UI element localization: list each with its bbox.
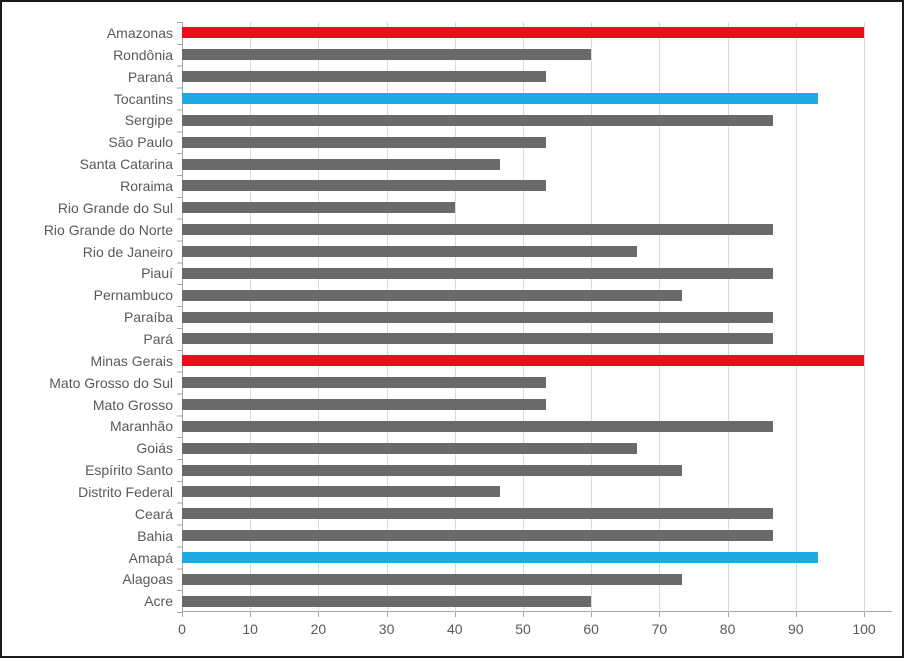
chart-row <box>2 525 892 547</box>
category-label: Bahia <box>137 527 173 544</box>
category-label: Rio de Janeiro <box>82 243 173 260</box>
bar-track <box>182 437 892 459</box>
bar-track <box>182 241 892 263</box>
bar-red <box>182 355 864 366</box>
bar-gray <box>182 268 773 279</box>
category-label: Rio Grande do Norte <box>43 221 173 238</box>
x-tick-label: 70 <box>651 621 668 637</box>
x-axis-tick <box>659 612 660 617</box>
bar-blue <box>182 93 818 104</box>
category-label: Mato Grosso <box>92 396 173 413</box>
chart-row <box>2 415 892 437</box>
bar-gray <box>182 333 773 344</box>
bar-track <box>182 590 892 612</box>
bar-track <box>182 153 892 175</box>
chart-row <box>2 44 892 66</box>
chart-rows <box>2 22 892 612</box>
category-label: Pernambuco <box>93 287 173 304</box>
x-tick-label: 60 <box>583 621 599 637</box>
bar-track <box>182 415 892 437</box>
x-tick-label: 40 <box>447 621 463 637</box>
category-label: São Paulo <box>108 134 173 151</box>
chart-row <box>2 328 892 350</box>
chart-row <box>2 372 892 394</box>
bar-gray <box>182 486 500 497</box>
chart-row <box>2 262 892 284</box>
bar-track <box>182 568 892 590</box>
chart-row <box>2 197 892 219</box>
category-label: Goiás <box>136 440 173 457</box>
chart-row <box>2 459 892 481</box>
bar-track <box>182 44 892 66</box>
chart-row <box>2 350 892 372</box>
bar-red <box>182 27 864 38</box>
bar-gray <box>182 312 773 323</box>
x-axis-tick <box>182 612 183 617</box>
bar-gray <box>182 421 773 432</box>
chart-row <box>2 568 892 590</box>
bar-track <box>182 175 892 197</box>
category-label: Minas Gerais <box>90 352 173 369</box>
x-tick-label: 50 <box>515 621 531 637</box>
bar-track <box>182 525 892 547</box>
category-label: Tocantins <box>113 90 173 107</box>
bar-track <box>182 262 892 284</box>
chart-row <box>2 175 892 197</box>
chart-row <box>2 306 892 328</box>
x-axis-tick <box>318 612 319 617</box>
bar-track <box>182 306 892 328</box>
chart-row <box>2 437 892 459</box>
category-label: Roraima <box>120 177 173 194</box>
bar-gray <box>182 465 682 476</box>
category-label: Mato Grosso do Sul <box>49 374 173 391</box>
bar-gray <box>182 49 591 60</box>
chart-row <box>2 590 892 612</box>
category-label: Piauí <box>141 265 173 282</box>
chart-row <box>2 394 892 416</box>
chart-row <box>2 481 892 503</box>
bar-gray <box>182 115 773 126</box>
bar-gray <box>182 224 773 235</box>
category-label: Maranhão <box>109 418 173 435</box>
chart-row <box>2 22 892 44</box>
chart-row <box>2 88 892 110</box>
x-tick-label: 30 <box>378 621 395 637</box>
bar-gray <box>182 530 773 541</box>
bar-track <box>182 88 892 110</box>
chart-row <box>2 66 892 88</box>
chart-row <box>2 547 892 569</box>
x-tick-label: 80 <box>719 621 736 637</box>
bar-track <box>182 109 892 131</box>
x-axis-tick <box>728 612 729 617</box>
bar-gray <box>182 574 682 585</box>
bar-gray <box>182 159 500 170</box>
bar-gray <box>182 377 546 388</box>
bar-track <box>182 547 892 569</box>
category-label: Rio Grande do Sul <box>57 199 173 216</box>
bar-gray <box>182 202 455 213</box>
category-label: Sergipe <box>124 112 173 129</box>
category-label: Paraná <box>127 68 173 85</box>
bar-blue <box>182 552 818 563</box>
x-tick-label: 20 <box>310 621 327 637</box>
chart-row <box>2 241 892 263</box>
x-axis-tick <box>387 612 388 617</box>
bar-gray <box>182 508 773 519</box>
category-label: Santa Catarina <box>79 156 173 173</box>
bar-track <box>182 22 892 44</box>
bar-gray <box>182 71 546 82</box>
bar-track <box>182 197 892 219</box>
category-label: Acre <box>144 593 173 610</box>
bar-track <box>182 503 892 525</box>
chart-row <box>2 109 892 131</box>
bar-gray <box>182 290 682 301</box>
bar-track <box>182 219 892 241</box>
x-axis-tick <box>591 612 592 617</box>
x-axis-tick <box>455 612 456 617</box>
bar-gray <box>182 137 546 148</box>
category-label: Distrito Federal <box>78 483 173 500</box>
bar-track <box>182 131 892 153</box>
x-tick-label: 90 <box>788 621 804 637</box>
x-tick-label: 0 <box>178 621 186 637</box>
bar-gray <box>182 443 637 454</box>
bar-track <box>182 350 892 372</box>
bar-gray <box>182 246 637 257</box>
bar-gray <box>182 399 546 410</box>
bar-track <box>182 284 892 306</box>
category-label: Rondônia <box>113 46 173 63</box>
bar-track <box>182 372 892 394</box>
category-label: Amazonas <box>106 24 173 41</box>
chart-row <box>2 503 892 525</box>
x-axis-tick <box>796 612 797 617</box>
category-label: Alagoas <box>122 571 173 588</box>
category-label: Pará <box>143 330 173 347</box>
bar-track <box>182 459 892 481</box>
bar-track <box>182 328 892 350</box>
chart-row <box>2 219 892 241</box>
chart-row <box>2 284 892 306</box>
x-tick-label: 10 <box>242 621 258 637</box>
bar-gray <box>182 596 591 607</box>
chart-row <box>2 153 892 175</box>
x-tick-label: 100 <box>852 621 876 637</box>
bar-gray <box>182 180 546 191</box>
category-label: Amapá <box>128 549 173 566</box>
category-label: Espírito Santo <box>85 462 173 479</box>
x-axis-tick <box>523 612 524 617</box>
bar-track <box>182 394 892 416</box>
bar-track <box>182 66 892 88</box>
chart-row <box>2 131 892 153</box>
bar-track <box>182 481 892 503</box>
x-axis-tick <box>864 612 865 617</box>
category-label: Paraíba <box>123 309 173 326</box>
x-axis-tick <box>250 612 251 617</box>
category-label: Ceará <box>134 505 173 522</box>
